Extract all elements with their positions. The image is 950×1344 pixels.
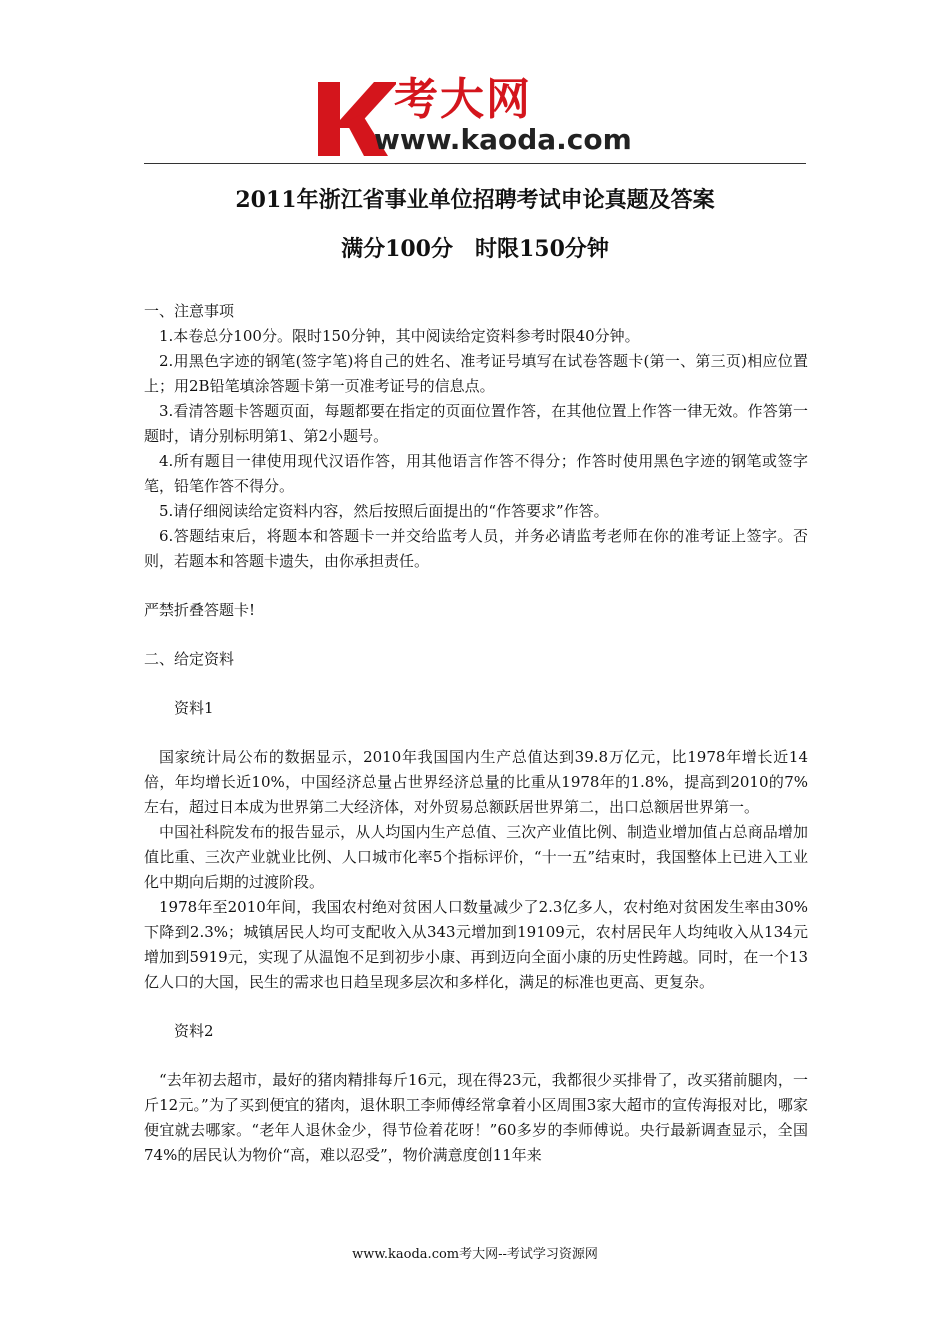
page-footer: www.kaoda.com考大网--考试学习资源网 — [352, 1247, 598, 1262]
material-2-label: 资料2 — [174, 1022, 214, 1040]
document-subtitle: 满分100分 时限150分钟 — [341, 236, 609, 262]
notice-item: 5.请仔细阅读给定资料内容，然后按照后面提出的“作答要求”作答。 — [159, 502, 609, 520]
material-paragraph: 1978年至2010年间，我国农村绝对贫困人口数量减少了2.3亿多人，农村绝对贫困发生率由30%下降到2.3%；城镇居民人均可支配收入从343元增加到19109元，农村居民年人均纯收入从134元增加到5919元，实现了从温饱不足到初步小康、再到迈向全面小康的历史性跨越。同时，在一个13亿人口的大国，民生的需求也日趋呈现多层次和多样化，满足的标准也更高、更复杂。 — [144, 898, 808, 991]
warning-text: 严禁折叠答题卡! — [144, 601, 256, 619]
notice-item: 2.用黑色字迹的钢笔(签字笔)将自己的姓名、准考证号填写在试卷答题卡(第一、第三页)相应位置上；用2B铅笔填涂答题卡第一页准考证号的信息点。 — [144, 352, 808, 395]
header-divider — [144, 163, 806, 164]
section-heading-notice: 一、注意事项 — [144, 302, 235, 320]
kaoda-logo — [316, 76, 646, 158]
notice-item: 4.所有题目一律使用现代汉语作答，用其他语言作答不得分；作答时使用黑色字迹的钢笔或签字笔，铅笔作答不得分。 — [144, 452, 808, 495]
logo-chinese-text: 考大网 — [394, 74, 532, 125]
notice-item: 6.答题结束后，将题本和答题卡一并交给监考人员，并务必请监考老师在你的准考证上签字。否则，若题本和答题卡遗失，由你承担责任。 — [144, 527, 808, 570]
document-title: 2011年浙江省事业单位招聘考试申论真题及答案 — [235, 187, 715, 213]
notice-item: 1.本卷总分100分。限时150分钟，其中阅读给定资料参考时限40分钟。 — [159, 327, 640, 345]
material-paragraph: “去年初去超市，最好的猪肉精排每斤16元，现在得23元，我都很少买排骨了，改买猪前腿肉，一斤12元。”为了买到便宜的猪肉，退休职工李师傅经常拿着小区周围3家大超市的宣传海报对比，哪家便宜就去哪家。“老年人退休金少，得节俭着花呀！”60多岁的李师傅说。央行最新调查显示，全国74%的居民认为物价“高，难以忍受”，物价满意度创11年来 — [144, 1071, 808, 1164]
section-heading-materials: 二、给定资料 — [144, 650, 235, 668]
logo-url-text: www.kaoda.com — [374, 123, 632, 156]
material-paragraph: 国家统计局公布的数据显示，2010年我国国内生产总值达到39.8万亿元，比1978年增长近14倍，年均增长近10%，中国经济总量占世界经济总量的比重从1978年的1.8%，提高到2010的7%左右，超过日本成为世界第二大经济体，对外贸易总额跃居世界第二，出口总额居世界第一。 — [144, 748, 808, 816]
material-paragraph: 中国社科院发布的报告显示，从人均国内生产总值、三次产业值比例、制造业增加值占总商品增加值比重、三次产业就业比例、人口城市化率5个指标评价，“十一五”结束时，我国整体上已进入工业化中期向后期的过渡阶段。 — [144, 823, 808, 891]
material-1-label: 资料1 — [174, 699, 214, 717]
document-body — [144, 299, 808, 1168]
notice-item: 3.看清答题卡答题页面，每题都要在指定的页面位置作答，在其他位置上作答一律无效。作答第一题时，请分别标明第1、第2小题号。 — [144, 402, 808, 445]
